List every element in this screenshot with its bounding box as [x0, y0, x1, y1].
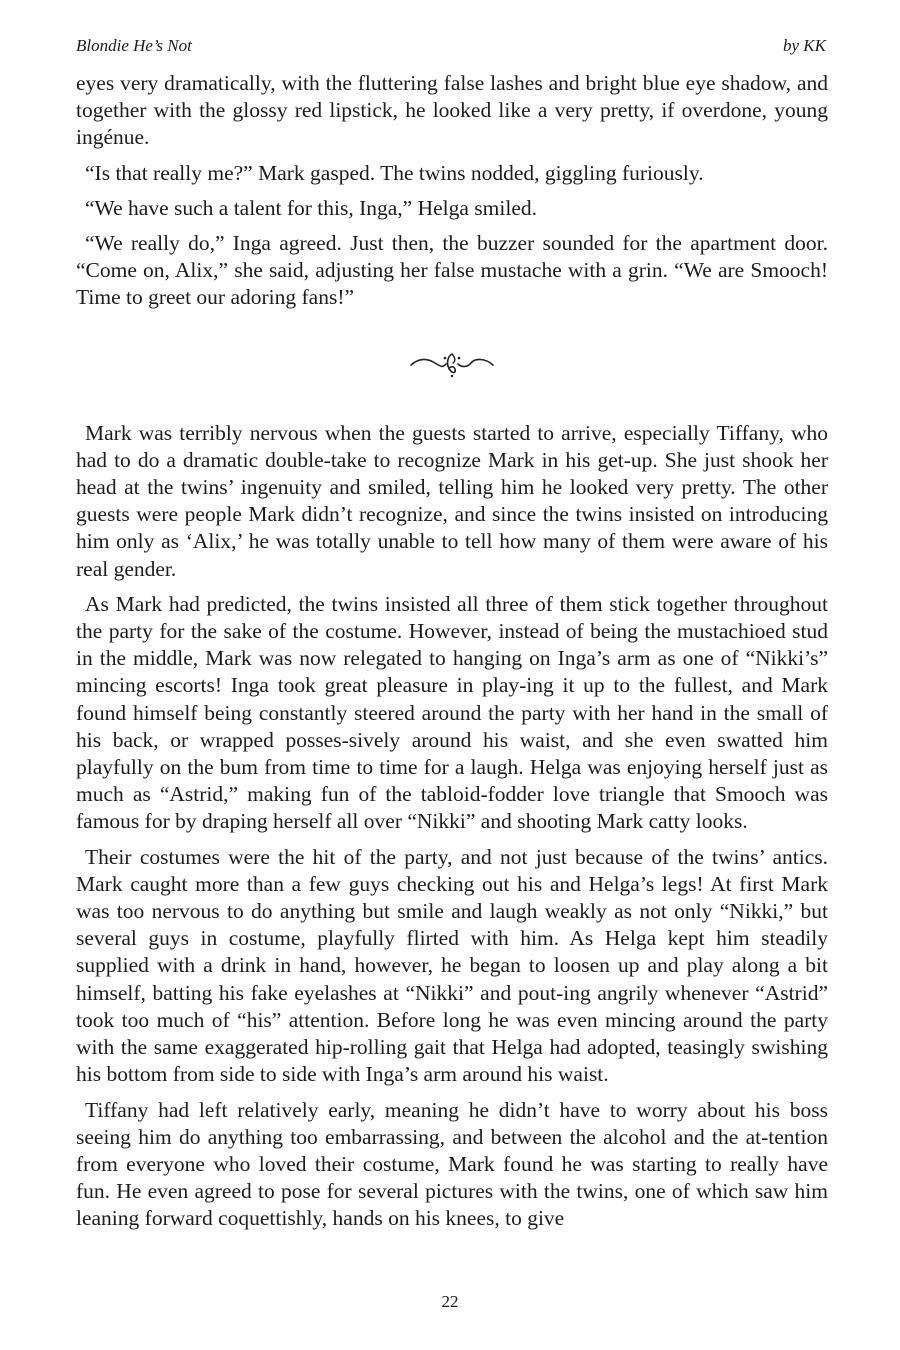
page-number: 22 — [441, 1292, 459, 1311]
paragraph-continuation: eyes very dramatically, with the fluttering false lashes and bright blue eye shadow, and together with the glossy red lipstick, he looked like a very pretty, if overdone, young ingénue. — [76, 71, 828, 150]
paragraph: “We really do,” Inga agreed. Just then, the buzzer sounded for the apartment door. “Come on, Alix,” she said, adjusting her false mustache with a grin. “We are Smooch! Time to greet our adoring fans!” — [76, 231, 828, 310]
paragraph: Tiffany had left relatively early, meaning he didn’t have to worry about his boss seeing him do anything too embarrassing, and between the alcohol and the at-tention from everyone who loved their costume, Mark found he was starting to really have fun. He even agreed to pose for several pictures with the twins, one of which saw him leaning forward coquettishly, hands on his knees, to give — [76, 1097, 828, 1231]
book-author: by KK — [783, 36, 826, 55]
book-title: Blondie He’s Not — [76, 36, 192, 55]
paragraph: As Mark had predicted, the twins insisted all three of them stick together throughout the party for the sake of the costume. However, instead of being the mustachioed stud in the middle, Mark was now relegated to hanging on Inga’s arm as one of “Nikki’s” mincing escorts! Inga took great pleasure in play-ing it up to the fullest, and Mark found himself being constantly steered around the party with her hand in the small of his back, or wrapped posses-sively around his waist, and she even swatted him playfully on the bum from time to time for a laugh. Helga was enjoying herself just as much as “Astrid,” making fun of the tabloid-fodder love triangle that Smooch was famous for by draping herself all over “Nikki” and shooting Mark catty looks. — [76, 591, 828, 834]
flourish-icon — [407, 349, 497, 379]
paragraph: Mark was terribly nervous when the guests started to arrive, especially Tiffany, who had to do a dramatic double-take to recognize Mark in his get-up. She just shook her head at the twins’ ingenuity and smiled, telling him he looked very pretty. The other guests were people Mark didn’t recognize, and since the twins insisted on introducing him only as ‘Alix,’ he was totally unable to tell how many of them were aware of his real gender. — [76, 420, 828, 581]
paragraph: “We have such a talent for this, Inga,” Helga smiled. — [85, 195, 537, 220]
paragraph: Their costumes were the hit of the party, and not just because of the twins’ antics. Mark caught more than a few guys checking out his and Helga’s legs! At first Mark was too nervous to do anything but smile and laugh weakly as not only “Nikki,” but several guys in costume, playfully flirted with him. As Helga kept him steadily supplied with a drink in hand, however, he began to loosen up and play along a bit himself, batting his fake eyelashes at “Nikki” and pout-ing angrily whenever “Astrid” took too much of “his” attention. Before long he was even mincing around the party with the same exaggerated hip-rolling gait that Helga had adopted, teasingly swishing his bottom from side to side with Inga’s arm around his waist. — [76, 844, 828, 1087]
page-body — [76, 70, 828, 1233]
section-break-ornament — [76, 334, 828, 394]
running-header — [76, 36, 826, 56]
paragraph: “Is that really me?” Mark gasped. The twins nodded, giggling furiously. — [85, 160, 704, 185]
